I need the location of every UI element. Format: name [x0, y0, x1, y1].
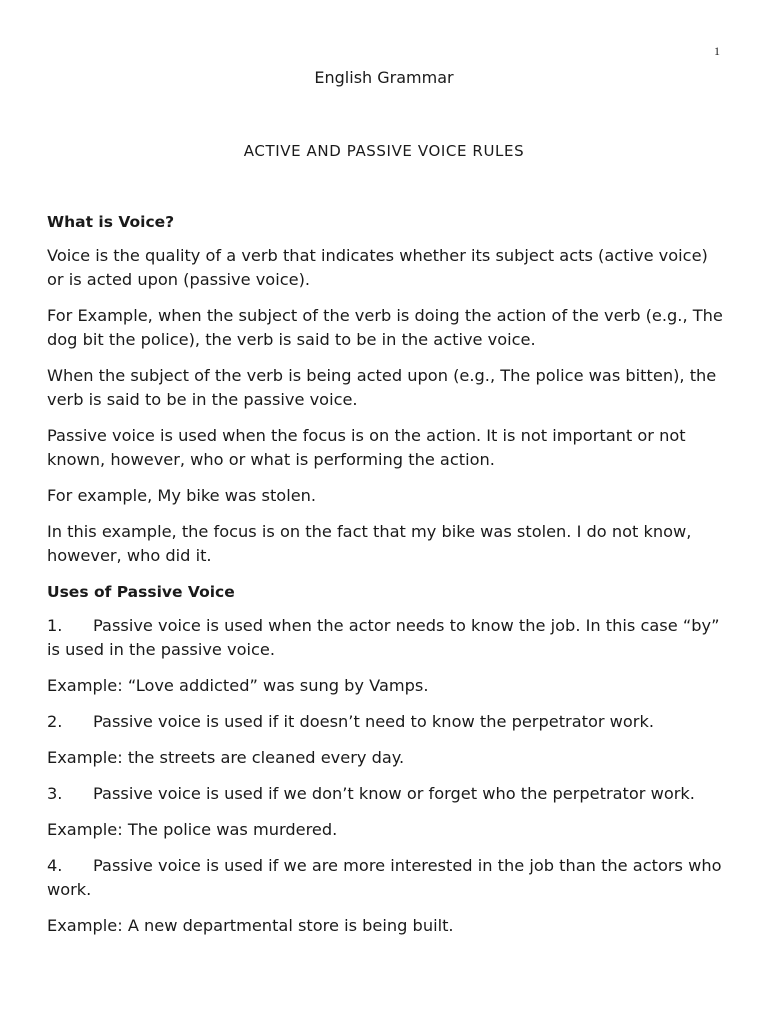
- list-item-text: Passive voice is used if it doesn’t need to know the perpetrator work.: [93, 712, 654, 731]
- list-item: [47, 782, 727, 806]
- page-number: 1: [714, 44, 720, 58]
- header-title: English Grammar: [314, 68, 454, 87]
- document-body: [47, 210, 727, 950]
- example-line: Example: A new departmental store is being built.: [47, 916, 454, 935]
- example-line: Example: the streets are cleaned every day.: [47, 748, 405, 767]
- example-line: Example: “Love addicted” was sung by Vamps.: [47, 676, 429, 695]
- paragraph: For Example, when the subject of the verb is doing the action of the verb (e.g., The dog bit the police), the verb is said to be in the active voice.: [47, 306, 723, 349]
- example-line: Example: The police was murdered.: [47, 820, 338, 839]
- list-item-text: Passive voice is used if we are more interested in the job than the actors who work.: [47, 856, 722, 899]
- list-item: [47, 614, 727, 662]
- list-item: [47, 854, 727, 902]
- list-item-text: Passive voice is used if we don’t know or forget who the perpetrator work.: [93, 784, 695, 803]
- paragraph: When the subject of the verb is being acted upon (e.g., The police was bitten), the verb is said to be in the passive voice.: [47, 366, 717, 409]
- list-number: 4.: [47, 856, 63, 875]
- paragraph: Passive voice is used when the focus is on the action. It is not important or not known, however, who or what is performing the action.: [47, 426, 686, 469]
- list-item: [47, 710, 727, 734]
- list-number: 3.: [47, 784, 63, 803]
- list-item-text: Passive voice is used when the actor needs to know the job. In this case “by” is used in the passive voice.: [47, 616, 720, 659]
- paragraph: In this example, the focus is on the fact that my bike was stolen. I do not know, however, who did it.: [47, 522, 692, 565]
- section-heading-uses-of-passive-voice: Uses of Passive Voice: [47, 583, 235, 601]
- document-title: ACTIVE AND PASSIVE VOICE RULES: [243, 142, 525, 160]
- list-number: 2.: [47, 712, 63, 731]
- list-number: 1.: [47, 616, 63, 635]
- paragraph: For example, My bike was stolen.: [47, 486, 317, 505]
- paragraph: Voice is the quality of a verb that indicates whether its subject acts (active voice) or is acted upon (passive voice).: [47, 246, 708, 289]
- section-heading-what-is-voice: What is Voice?: [47, 213, 175, 231]
